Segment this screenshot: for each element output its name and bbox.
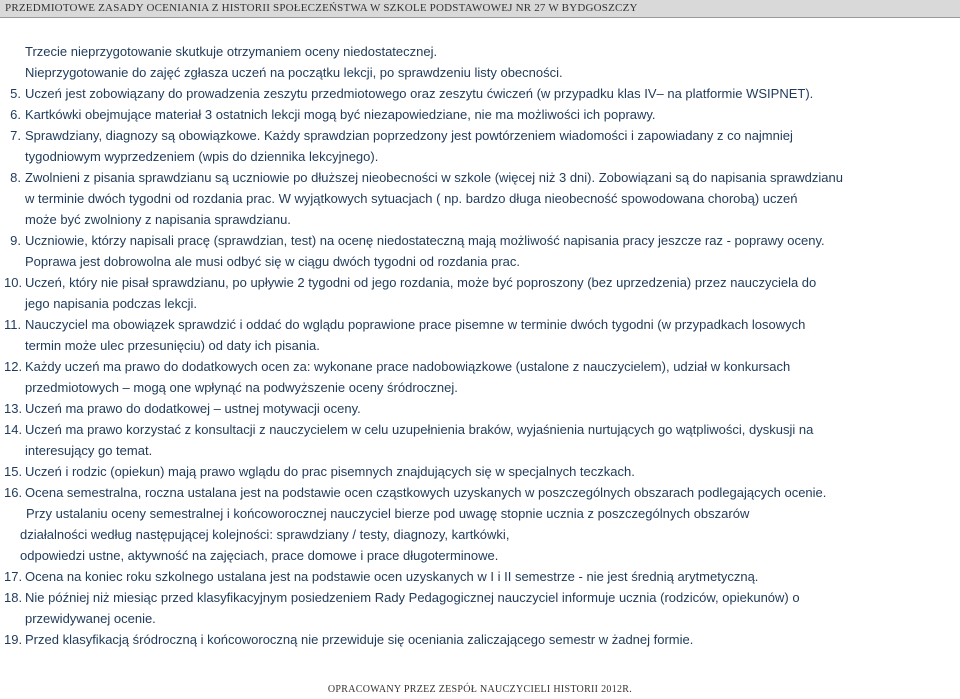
item-number: 9.	[10, 233, 21, 248]
item-number: 16.	[4, 485, 23, 500]
list-item-13	[0, 398, 960, 419]
line-text: odpowiedzi ustne, aktywność na zajęciach, prace domowe i prace długoterminowe.	[20, 548, 499, 563]
line-text: Uczeń, który nie pisał sprawdzianu, po upływie 2 tygodni od jego rozdania, może być poproszony (bez uprzedzenia) przez nauczyciela do	[25, 275, 817, 290]
list-item-7	[0, 125, 960, 146]
line-text: Nie później niż miesiąc przed klasyfikacyjnym posiedzeniem Rady Pedagogicznej nauczyciel informuje ucznia (rodziców, opiekunów) o	[25, 590, 800, 605]
line-text: Uczeń ma prawo korzystać z konsultacji z nauczycielem w celu uzupełnienia braków, wyjaśnienia nurtujących go wątpliwości, dyskusji na	[25, 422, 814, 437]
list-item-14	[0, 419, 960, 440]
item-number: 6.	[10, 107, 21, 122]
line-text: działalności według następującej kolejności: sprawdziany / testy, diagnozy, kartkówki,	[20, 527, 510, 542]
item-number: 17.	[4, 569, 23, 584]
line-text: interesujący go temat.	[25, 443, 153, 458]
document-header-bar	[0, 0, 960, 18]
text-line	[0, 251, 960, 272]
line-text: Poprawa jest dobrowolna ale musi odbyć się w ciągu dwóch tygodni od rozdania prac.	[25, 254, 521, 269]
line-text: jego napisania podczas lekcji.	[25, 296, 197, 311]
line-text: Uczeń jest zobowiązany do prowadzenia zeszytu przedmiotowego oraz zeszytu ćwiczeń (w przypadku klas IV– na platformie WSIPNET).	[25, 86, 814, 101]
item-number: 5.	[10, 86, 21, 101]
list-item-12	[0, 356, 960, 377]
line-text: w terminie dwóch tygodni od rozdania prac. W wyjątkowych sytuacjach ( np. bardzo długa nieobecność spowodowana chorobą) uczeń	[25, 191, 798, 206]
line-text: Ocena semestralna, roczna ustalana jest na podstawie ocen cząstkowych uzyskanych w poszczególnych obszarach podlegających ocenie.	[25, 485, 827, 500]
text-line	[0, 608, 960, 629]
line-text: przewidywanej ocenie.	[25, 611, 156, 626]
line-text: Przed klasyfikacją śródroczną i końcoworoczną nie przewiduje się oceniania zaliczającego semestr w żadnej formie.	[25, 632, 694, 647]
line-text: tygodniowym wyprzedzeniem (wpis do dziennika lekcyjnego).	[25, 149, 379, 164]
document-header-title: PRZEDMIOTOWE ZASADY OCENIANIA Z HISTORII SPOŁECZEŃSTWA W SZKOLE PODSTAWOWEJ NR 27 W BYDGOSZCZY	[5, 2, 638, 14]
text-line	[0, 146, 960, 167]
item-number: 18.	[4, 590, 23, 605]
line-text: Ocena na koniec roku szkolnego ustalana jest na podstawie ocen uzyskanych w I i II semestrze - nie jest średnią arytmetyczną.	[25, 569, 759, 584]
line-text: Przy ustalaniu oceny semestralnej i końcoworocznej nauczyciel bierze pod uwagę stopnie ucznia z poszczególnych obszarów	[26, 506, 750, 521]
list-item-8	[0, 167, 960, 188]
text-line	[0, 524, 960, 545]
text-line	[0, 209, 960, 230]
text-line	[0, 41, 960, 62]
line-text: przedmiotowych – mogą one wpłynąć na podwyższenie oceny śródrocznej.	[25, 380, 458, 395]
text-line	[0, 335, 960, 356]
item-number: 10.	[4, 275, 23, 290]
list-item-10	[0, 272, 960, 293]
line-text: Trzecie nieprzygotowanie skutkuje otrzymaniem oceny niedostatecznej.	[25, 44, 438, 59]
line-text: Każdy uczeń ma prawo do dodatkowych ocen za: wykonane prace nadobowiązkowe (ustalone z nauczycielem), udział w konkursach	[25, 359, 791, 374]
line-text: Zwolnieni z pisania sprawdzianu są uczniowie po dłuższej nieobecności w szkole (więcej niż 3 dni). Zobowiązani są do napisania sprawdzianu	[25, 170, 843, 185]
list-item-5	[0, 83, 960, 104]
list-item-6	[0, 104, 960, 125]
text-line	[0, 377, 960, 398]
text-line	[0, 545, 960, 566]
text-line	[0, 188, 960, 209]
item-number: 11.	[4, 317, 22, 332]
item-number: 12.	[4, 359, 23, 374]
line-text: Uczeń ma prawo do dodatkowej – ustnej motywacji oceny.	[25, 401, 361, 416]
item-number: 7.	[10, 128, 21, 143]
item-number: 19.	[4, 632, 23, 647]
list-item-17	[0, 566, 960, 587]
list-item-11	[0, 314, 960, 335]
document-body	[0, 41, 960, 650]
document-footer: OPRACOWANY PRZEZ ZESPÓŁ NAUCZYCIELI HISTORII 2012R.	[327, 684, 633, 695]
line-text: Kartkówki obejmujące materiał 3 ostatnich lekcji mogą być niezapowiedziane, nie ma możliwości ich poprawy.	[25, 107, 656, 122]
line-text: termin może ulec przesunięciu) od daty ich pisania.	[25, 338, 320, 353]
text-line	[0, 440, 960, 461]
list-item-19	[0, 629, 960, 650]
item-number: 15.	[4, 464, 23, 479]
line-text: Nieprzygotowanie do zajęć zgłasza uczeń na początku lekcji, po sprawdzeniu listy obecności.	[25, 65, 563, 80]
line-text: Uczniowie, którzy napisali pracę (sprawdzian, test) na ocenę niedostateczną mają możliwość napisania pracy jeszcze raz - poprawy oceny.	[25, 233, 825, 248]
list-item-16	[0, 482, 960, 503]
item-number: 8.	[10, 170, 21, 185]
line-text: może być zwolniony z napisania sprawdzianu.	[25, 212, 291, 227]
text-line	[0, 503, 960, 524]
list-item-9	[0, 230, 960, 251]
item-number: 13.	[4, 401, 23, 416]
line-text: Uczeń i rodzic (opiekun) mają prawo wglądu do prac pisemnych znajdujących się w specjalnych teczkach.	[25, 464, 635, 479]
text-line	[0, 293, 960, 314]
line-text: Sprawdziany, diagnozy są obowiązkowe. Każdy sprawdzian poprzedzony jest powtórzeniem wiadomości i zapowiadany z co najmniej	[25, 128, 793, 143]
list-item-15	[0, 461, 960, 482]
item-number: 14.	[4, 422, 23, 437]
line-text: Nauczyciel ma obowiązek sprawdzić i oddać do wglądu poprawione prace pisemne w terminie dwóch tygodni (w przypadkach losowych	[25, 317, 806, 332]
list-item-18	[0, 587, 960, 608]
text-line	[0, 62, 960, 83]
